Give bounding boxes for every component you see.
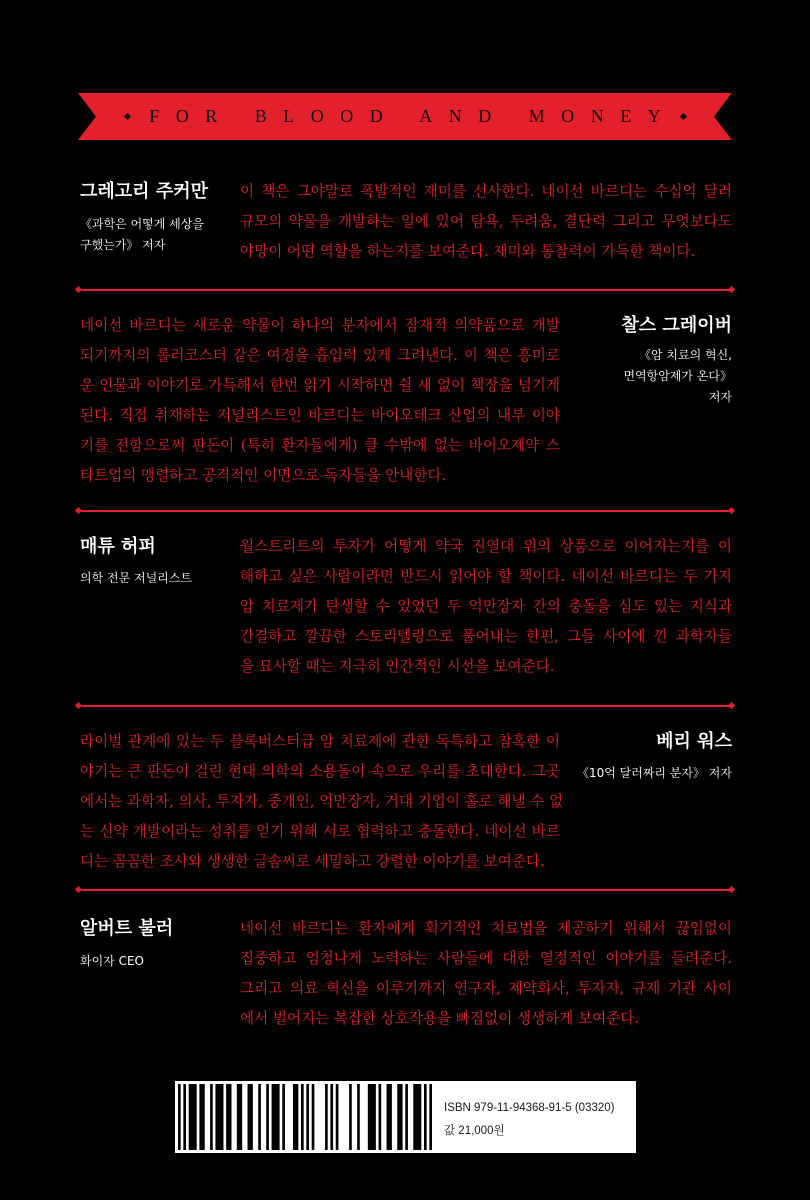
quote-line: 기를 전함으로써 판돈이 (특히 환자들에게) 클 수밖에 없는 바이오제약 스	[80, 437, 560, 454]
divider-line	[80, 889, 730, 891]
endorser-credit-line: 면역항암제가 온다》	[623, 369, 732, 383]
barcode-bar	[189, 1084, 197, 1150]
diamond-ornament-icon	[728, 886, 735, 893]
barcode-bar	[349, 1084, 352, 1150]
barcode-bar	[368, 1084, 376, 1150]
endorser-credit-line: 의학 전문 저널리스트	[80, 571, 192, 585]
barcode-bar	[237, 1084, 242, 1150]
quote-line: 타트업의 맹렬하고 공격적인 이면으로 독자들을 안내한다.	[80, 467, 447, 484]
barcode-bar	[405, 1084, 408, 1150]
barcode-bar	[266, 1084, 269, 1150]
endorser-credit	[80, 951, 144, 972]
barcode-bar	[178, 1084, 181, 1150]
endorser-credit-line: 《암 치료의 혁신,	[639, 348, 732, 362]
barcode-bar	[336, 1084, 339, 1150]
quote-line: 는 신약 개발이라는 성취를 얻기 위해 서로 협력하고 충돌한다. 네이선 바르	[80, 823, 560, 840]
barcode-bar	[330, 1084, 333, 1150]
endorser-credit-line: 저자	[708, 390, 732, 404]
quote-line: 에서 벌어지는 복잡한 상호작용을 빠짐없이 생생하게 보여준다.	[240, 1010, 640, 1027]
quote-line: 운 인물과 이야기로 가득해서 한번 읽기 시작하면 쉴 새 없이 책장을 넘기게	[80, 377, 560, 394]
price-text: 값 21,000원	[444, 1125, 505, 1137]
barcode-bar	[413, 1084, 421, 1150]
barcode-bar	[379, 1084, 382, 1150]
endorser-credit	[80, 214, 204, 256]
quote-line: 에서는 과학자, 의사, 투자자, 중개인, 억만장자, 거대 기업이 홀로 해낼 수 없	[80, 793, 564, 810]
endorsement	[0, 532, 810, 682]
barcode-bar	[301, 1084, 304, 1150]
quote-line: 되기까지의 롤러코스터 같은 여정을 흡입력 있게 그려낸다. 이 책은 흥미로	[80, 347, 560, 364]
quote-line: 야망이 어떤 역할을 하는지를 보여준다. 재미와 통찰력이 가득한 책이다.	[240, 243, 696, 260]
quote-line: 집중하고 엄청나게 노력하는 사람들에 대한 열정적인 이야기를 들려준다.	[240, 950, 732, 967]
endorser-credit	[80, 568, 192, 589]
quote-line: 월스트리트의 투자가 어떻게 약국 진열대 위의 상품으로 이어지는지를 이	[240, 538, 732, 555]
endorser-credit	[623, 345, 732, 408]
endorsement	[0, 727, 810, 877]
barcode-bars	[178, 1084, 432, 1150]
barcode-bar	[183, 1084, 186, 1150]
barcode-bar	[226, 1084, 231, 1150]
diamond-ornament-icon	[728, 507, 735, 514]
diamond-ornament-icon	[728, 702, 735, 709]
quote-line: 해하고 싶은 사람이라면 반드시 읽어야 할 책이다. 네이선 바르디는 두 가지	[240, 568, 732, 585]
barcode-bar	[387, 1084, 392, 1150]
diamond-ornament-icon	[75, 886, 82, 893]
quote-line: 네이선 바르디는 환자에게 획기적인 치료법을 제공하기 위해서 끊임없이	[240, 920, 732, 937]
quote-line: 된다. 직접 취재하는 저널리스트인 바르디는 바이오테크 산업의 내부 이야	[80, 407, 560, 424]
barcode-bar	[306, 1084, 309, 1150]
barcode-bar	[293, 1084, 298, 1150]
barcode-bar	[258, 1084, 261, 1150]
endorser-name: 찰스 그레이버	[621, 315, 732, 336]
quote-line: 암 치료제가 탄생할 수 있었던 두 억만장자 간의 충돌을 심도 있는 지식과	[240, 598, 732, 615]
endorsement-quote	[80, 727, 564, 877]
barcode-bar	[429, 1084, 432, 1150]
endorser-credit-line: 구했는가》 저자	[80, 238, 166, 252]
banner-title: FOR BLOOD AND MONEY	[149, 106, 678, 126]
quote-line: 이 책은 그야말로 폭발적인 재미를 선사한다. 네이선 바르디는 수십억 달러	[240, 183, 732, 200]
barcode-bar	[357, 1084, 360, 1150]
quote-line: 을 묘사할 때는 지극히 인간적인 시선을 보여준다.	[240, 658, 555, 675]
endorsement-quote	[240, 914, 732, 1034]
barcode-bar	[210, 1084, 213, 1150]
endorsement-quote	[240, 532, 732, 682]
divider-line	[80, 510, 730, 512]
quote-line: 야기는 큰 판돈이 걸린 현대 의학의 소용돌이 속으로 우리를 초대한다. 그곳	[80, 763, 560, 780]
endorsement-quote	[80, 311, 560, 491]
diamond-ornament-icon	[75, 507, 82, 514]
endorser-name: 그레고리 주커만	[80, 181, 208, 202]
endorser-credit-line: 《과학은 어떻게 세상을	[80, 217, 204, 231]
barcode-bar	[272, 1084, 280, 1150]
endorser-name: 알버트 불러	[80, 918, 174, 939]
barcode-bar	[424, 1084, 427, 1150]
quote-line: 규모의 약물을 개발하는 일에 있어 탐욕, 두려움, 결단력 그리고 무엇보다도	[240, 213, 732, 230]
divider-line	[80, 705, 730, 707]
barcode-bar	[325, 1084, 328, 1150]
barcode-bar	[199, 1084, 204, 1150]
barcode-bar	[312, 1084, 315, 1150]
endorser-credit-line: 《10억 달러짜리 분자》 저자	[576, 766, 732, 780]
barcode-panel	[175, 1081, 636, 1153]
endorsement	[0, 311, 810, 491]
title-banner	[78, 93, 732, 140]
endorsement	[0, 914, 810, 1034]
quote-line: 네이선 바르디는 새로운 약물이 하나의 분자에서 잠재적 의약품으로 개발	[80, 317, 560, 334]
diamond-ornament-icon	[75, 702, 82, 709]
barcode-bar	[397, 1084, 402, 1150]
endorser-credit	[577, 763, 732, 784]
endorser-credit-line: 화이자 CEO	[80, 954, 144, 968]
endorser-name: 베리 워스	[656, 731, 732, 752]
diamond-ornament-icon	[75, 286, 82, 293]
divider-line	[80, 289, 730, 291]
barcode-bar	[282, 1084, 285, 1150]
quote-line: 디는 꼼꼼한 조사와 생생한 글솜씨로 세밀하고 강렬한 이야기를 보여준다.	[80, 853, 545, 870]
isbn-text: ISBN 979-11-94368-91-5 (03320)	[444, 1102, 615, 1114]
endorsement-quote	[240, 177, 732, 267]
diamond-ornament-icon	[728, 286, 735, 293]
quote-line: 간결하고 깔끔한 스토리텔링으로 풀어내는 한편, 그들 사이에 낀 과학자들	[240, 628, 732, 645]
endorsement	[0, 177, 810, 267]
barcode-bar	[248, 1084, 253, 1150]
quote-line: 라이벌 관계에 있는 두 블록버스터급 암 치료제에 관한 독특하고 참혹한 이	[80, 733, 560, 750]
quote-line: 그리고 의료 혁신을 이루기까지 연구자, 제약회사, 투자자, 규제 기관 사이	[240, 980, 732, 997]
barcode-bar	[215, 1084, 223, 1150]
endorser-name: 매튜 허퍼	[80, 536, 156, 557]
